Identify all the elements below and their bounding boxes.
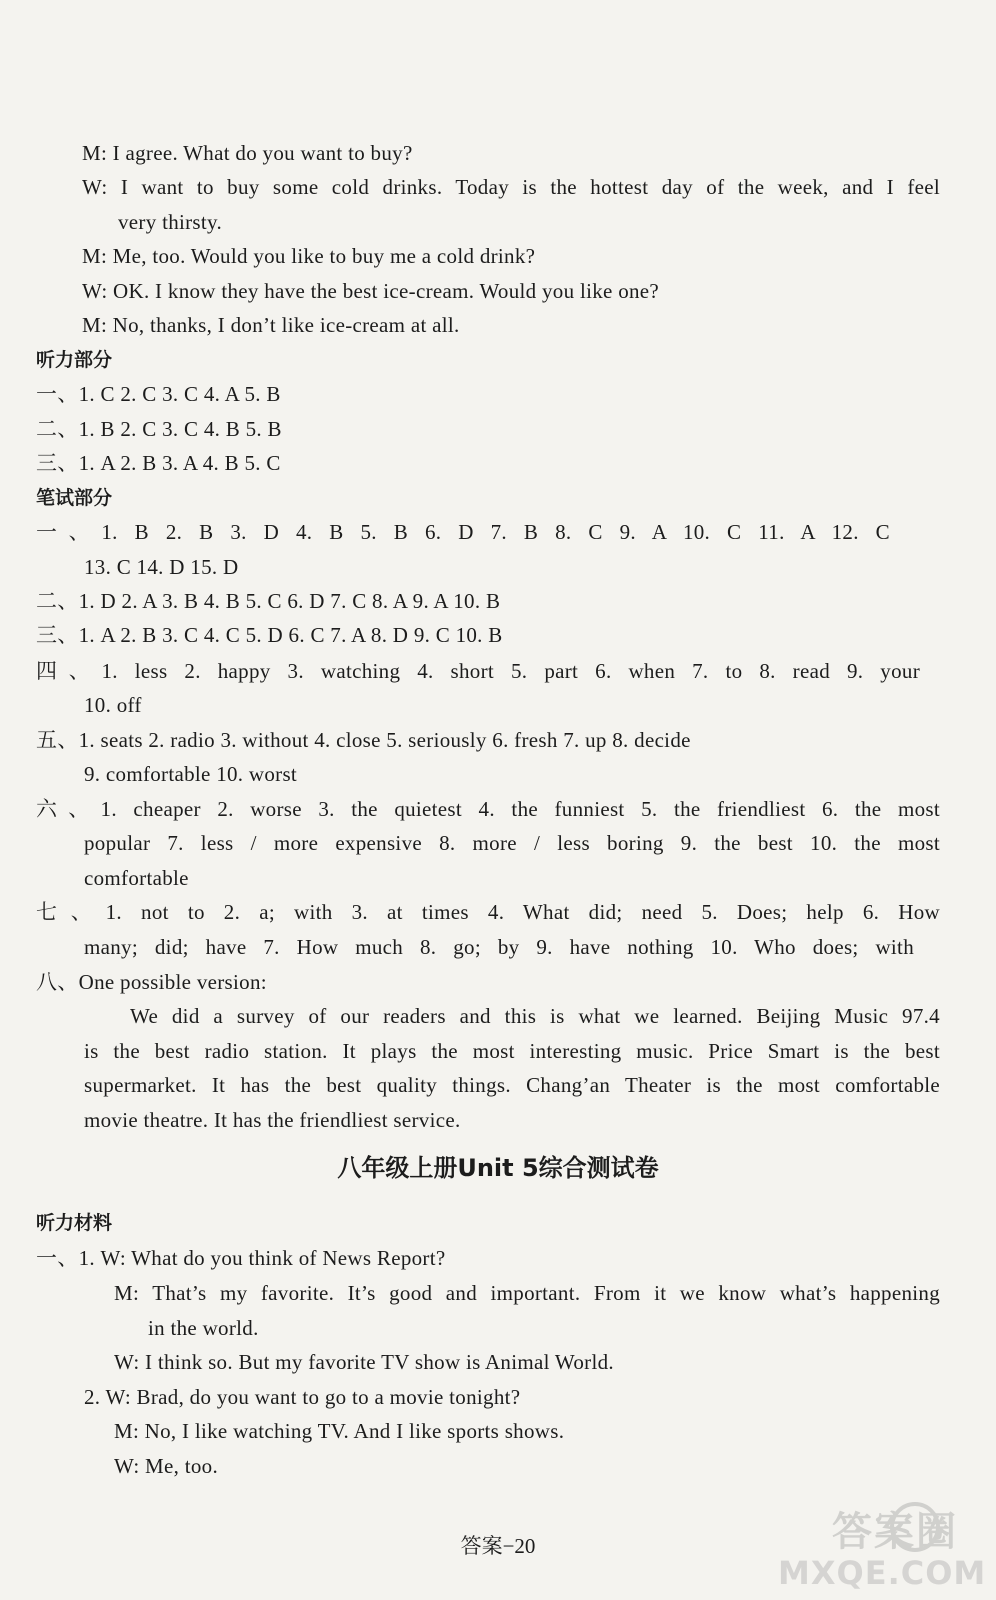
section-heading: 听力部分 [36, 349, 113, 371]
watermark-top-text: 答案圈 [832, 1509, 958, 1555]
answer-line: 三、1. A 2. B 3. A 4. B 5. C [36, 451, 281, 475]
essay-line: movie theatre. It has the friendliest service. [84, 1108, 461, 1132]
answer-line: 四、1. less 2. happy 3. watching 4. short 5. part 6. when 7. to 8. read 9. your [36, 659, 920, 683]
answer-line: popular 7. less / more expensive 8. more / less boring 9. the best 10. the most [84, 831, 940, 855]
answer-line: 六、1. cheaper 2. worse 3. the quietest 4. the funniest 5. the friendliest 6. the most [36, 797, 940, 821]
section-heading: 笔试部分 [36, 487, 113, 509]
answer-line: 9. comfortable 10. worst [84, 762, 298, 786]
text-line: M: That’s my favorite. It’s good and important. From it we know what’s happening [114, 1281, 940, 1305]
watermark-logo [778, 1500, 987, 1592]
text-line: M: Me, too. Would you like to buy me a cold drink? [82, 244, 536, 268]
text-line: in the world. [148, 1316, 259, 1340]
answer-line: 一、1. B 2. B 3. D 4. B 5. B 6. D 7. B 8. C 9. A 10. C 11. A 12. C [36, 520, 890, 544]
text-line: W: I want to buy some cold drinks. Today is the hottest day of the week, and I feel [82, 175, 940, 199]
answer-line: 八、One possible version: [36, 970, 267, 994]
answer-line: 二、1. D 2. A 3. B 4. B 5. C 6. D 7. C 8. A 9. A 10. B [36, 589, 501, 613]
watermark-bottom-text: MXQE.COM [778, 1554, 987, 1592]
text-line: M: No, thanks, I don’t like ice-cream at all. [82, 313, 460, 337]
text-line: W: Me, too. [114, 1454, 219, 1478]
answer-line: 13. C 14. D 15. D [84, 555, 239, 579]
essay-line: We did a survey of our readers and this is what we learned. Beijing Music 97.4 [130, 1004, 940, 1028]
answer-line: 10. off [84, 693, 142, 717]
answer-line: 一、1. C 2. C 3. C 4. A 5. B [36, 382, 281, 406]
answer-line: 七、1. not to 2. a; with 3. at times 4. What did; need 5. Does; help 6. How [36, 900, 940, 924]
answer-line: 五、1. seats 2. radio 3. without 4. close 5. seriously 6. fresh 7. up 8. decide [36, 728, 691, 752]
answer-line: 三、1. A 2. B 3. C 4. C 5. D 6. C 7. A 8. D 9. C 10. B [36, 623, 503, 647]
essay-line: supermarket. It has the best quality things. Chang’an Theater is the most comfortable [84, 1073, 940, 1097]
text-line: M: No, I like watching TV. And I like sports shows. [114, 1419, 565, 1443]
text-line: 2. W: Brad, do you want to go to a movie tonight? [84, 1385, 521, 1409]
text-line: M: I agree. What do you want to buy? [82, 141, 413, 165]
text-line: very thirsty. [118, 210, 223, 234]
answer-line: many; did; have 7. How much 8. go; by 9. have nothing 10. Who does; with [84, 935, 914, 959]
answer-line: comfortable [84, 866, 189, 890]
answer-line: 二、1. B 2. C 3. C 4. B 5. B [36, 417, 282, 441]
section-heading: 听力材料 [36, 1212, 113, 1234]
page-title: 八年级上册Unit 5综合测试卷 [337, 1154, 659, 1182]
page-number: 答案−20 [460, 1534, 536, 1558]
essay-line: is the best radio station. It plays the most interesting music. Price Smart is the best [84, 1039, 940, 1063]
text-line: W: OK. I know they have the best ice-cream. Would you like one? [82, 279, 660, 303]
text-line: 一、1. W: What do you think of News Report? [36, 1246, 446, 1270]
text-line: W: I think so. But my favorite TV show is Animal World. [114, 1350, 614, 1374]
